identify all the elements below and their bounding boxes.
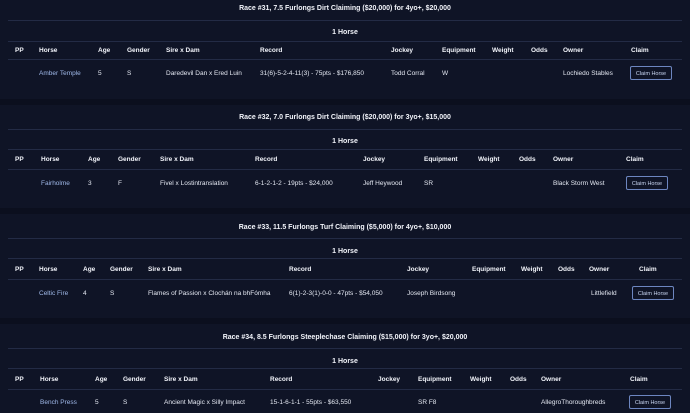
horse-count: 1 Horse xyxy=(332,29,358,36)
col-claim: Claim xyxy=(626,156,644,163)
divider xyxy=(8,238,682,239)
divider xyxy=(8,258,682,259)
race-31-section xyxy=(8,5,682,93)
horse-name-link[interactable]: Bench Press xyxy=(40,399,77,406)
horse-gender: F xyxy=(118,180,122,187)
col-horse: Horse xyxy=(41,156,60,163)
col-odds: Odds xyxy=(519,156,536,163)
col-sire-dam: Sire x Dam xyxy=(148,266,182,273)
horse-owner: Black Storm West xyxy=(553,180,605,187)
col-odds: Odds xyxy=(531,47,548,54)
horse-jockey: SR F8 xyxy=(418,399,437,406)
divider xyxy=(8,20,682,21)
claim-horse-button[interactable]: Claim Horse xyxy=(629,395,671,409)
col-owner: Owner xyxy=(563,47,584,54)
divider xyxy=(8,348,682,349)
col-odds: Odds xyxy=(558,266,575,273)
horse-age: 5 xyxy=(98,70,102,77)
horse-age: 3 xyxy=(88,180,92,187)
horse-owner: AllegroThoroughbreds xyxy=(541,399,606,406)
col-gender: Gender xyxy=(118,156,141,163)
race-33-section xyxy=(8,224,682,312)
horse-name-link[interactable]: Celtic Fire xyxy=(39,290,69,297)
horse-name-link[interactable]: Fairholme xyxy=(41,180,70,187)
horse-record: 6-1-2-1-2 - 19pts - $24,000 xyxy=(255,180,333,187)
col-sire-dam: Sire x Dam xyxy=(166,47,200,54)
col-sire-dam: Sire x Dam xyxy=(160,156,194,163)
horse-gender: S xyxy=(127,70,132,77)
divider xyxy=(8,169,682,170)
race-34-section xyxy=(8,334,682,413)
horse-jockey: Jeff Heywood xyxy=(363,180,403,187)
race-title: Race #31, 7.5 Furlongs Dirt Claiming ($20,000) for 4yo+, $20,000 xyxy=(239,5,451,12)
col-odds: Odds xyxy=(510,376,527,383)
horse-equipment: W xyxy=(442,70,449,77)
horse-count: 1 Horse xyxy=(332,138,358,145)
col-age: Age xyxy=(88,156,101,163)
col-horse: Horse xyxy=(39,266,58,273)
race-32-section xyxy=(8,114,682,202)
horse-record: 15-1-6-1-1 - 55pts - $63,550 xyxy=(270,399,352,406)
col-gender: Gender xyxy=(110,266,133,273)
col-record: Record xyxy=(255,156,278,163)
horse-owner: Littlefield xyxy=(591,290,617,297)
horse-equipment: SR xyxy=(424,180,434,187)
col-sire-dam: Sire x Dam xyxy=(164,376,198,383)
claim-horse-button[interactable]: Claim Horse xyxy=(626,176,668,190)
divider xyxy=(8,279,682,280)
col-equipment: Equipment xyxy=(418,376,452,383)
col-record: Record xyxy=(260,47,283,54)
col-gender: Gender xyxy=(123,376,146,383)
col-record: Record xyxy=(289,266,312,273)
col-equipment: Equipment xyxy=(424,156,458,163)
claim-horse-button[interactable]: Claim Horse xyxy=(632,286,674,300)
horse-owner: Lochiedo Stables xyxy=(563,70,613,77)
col-pp: PP xyxy=(15,47,24,54)
col-weight: Weight xyxy=(478,156,500,163)
col-age: Age xyxy=(83,266,96,273)
horse-count: 1 Horse xyxy=(332,248,358,255)
col-horse: Horse xyxy=(39,47,58,54)
col-owner: Owner xyxy=(541,376,562,383)
divider xyxy=(8,59,682,60)
race-title: Race #32, 7.0 Furlongs Dirt Claiming ($20,000) for 3yo+, $15,000 xyxy=(239,114,451,121)
horse-sire-dam: Ancient Magic x Silly Impact xyxy=(164,399,245,406)
divider xyxy=(8,368,682,369)
horse-count: 1 Horse xyxy=(332,358,358,365)
divider xyxy=(8,149,682,150)
horse-gender: S xyxy=(123,399,128,406)
col-weight: Weight xyxy=(492,47,514,54)
col-pp: PP xyxy=(15,266,24,273)
col-claim: Claim xyxy=(630,376,648,383)
horse-record: 6(1)-2-3(1)-0-0 - 47pts - $54,050 xyxy=(289,290,383,297)
horse-jockey: Joseph Birdsong xyxy=(407,290,456,297)
race-title: Race #33, 11.5 Furlongs Turf Claiming ($5,000) for 4yo+, $10,000 xyxy=(238,224,452,231)
col-jockey: Jockey xyxy=(391,47,414,54)
horse-sire-dam: Flames of Passion x Clochán na bhFómha xyxy=(148,290,271,297)
section-separator xyxy=(0,99,690,105)
horse-jockey: Todd Corral xyxy=(391,70,425,77)
col-jockey: Jockey xyxy=(363,156,386,163)
horse-name-link[interactable]: Amber Temple xyxy=(39,70,81,77)
divider xyxy=(8,129,682,130)
col-equipment: Equipment xyxy=(472,266,506,273)
col-age: Age xyxy=(98,47,111,54)
col-equipment: Equipment xyxy=(442,47,476,54)
horse-sire-dam: Daredevil Dan x Ered Luin xyxy=(166,70,242,77)
col-pp: PP xyxy=(15,156,24,163)
horse-record: 31(6)-5-2-4-11(3) - 75pts - $176,850 xyxy=(260,70,364,77)
horse-age: 4 xyxy=(83,290,87,297)
horse-gender: S xyxy=(110,290,115,297)
col-record: Record xyxy=(270,376,293,383)
col-owner: Owner xyxy=(589,266,610,273)
col-weight: Weight xyxy=(470,376,492,383)
col-weight: Weight xyxy=(521,266,543,273)
col-horse: Horse xyxy=(40,376,59,383)
col-age: Age xyxy=(95,376,108,383)
horse-age: 5 xyxy=(95,399,99,406)
col-gender: Gender xyxy=(127,47,150,54)
divider xyxy=(8,41,682,42)
section-separator xyxy=(0,318,690,324)
col-jockey: Jockey xyxy=(407,266,430,273)
race-title: Race #34, 8.5 Furlongs Steeplechase Claiming ($15,000) for 3yo+, $20,000 xyxy=(222,334,468,341)
col-owner: Owner xyxy=(553,156,574,163)
col-jockey: Jockey xyxy=(378,376,401,383)
claim-horse-button[interactable]: Claim Horse xyxy=(630,66,672,80)
col-pp: PP xyxy=(15,376,24,383)
horse-sire-dam: Fivel x Lostintranslation xyxy=(160,180,228,187)
divider xyxy=(8,389,682,390)
col-claim: Claim xyxy=(639,266,657,273)
section-separator xyxy=(0,208,690,214)
col-claim: Claim xyxy=(631,47,649,54)
